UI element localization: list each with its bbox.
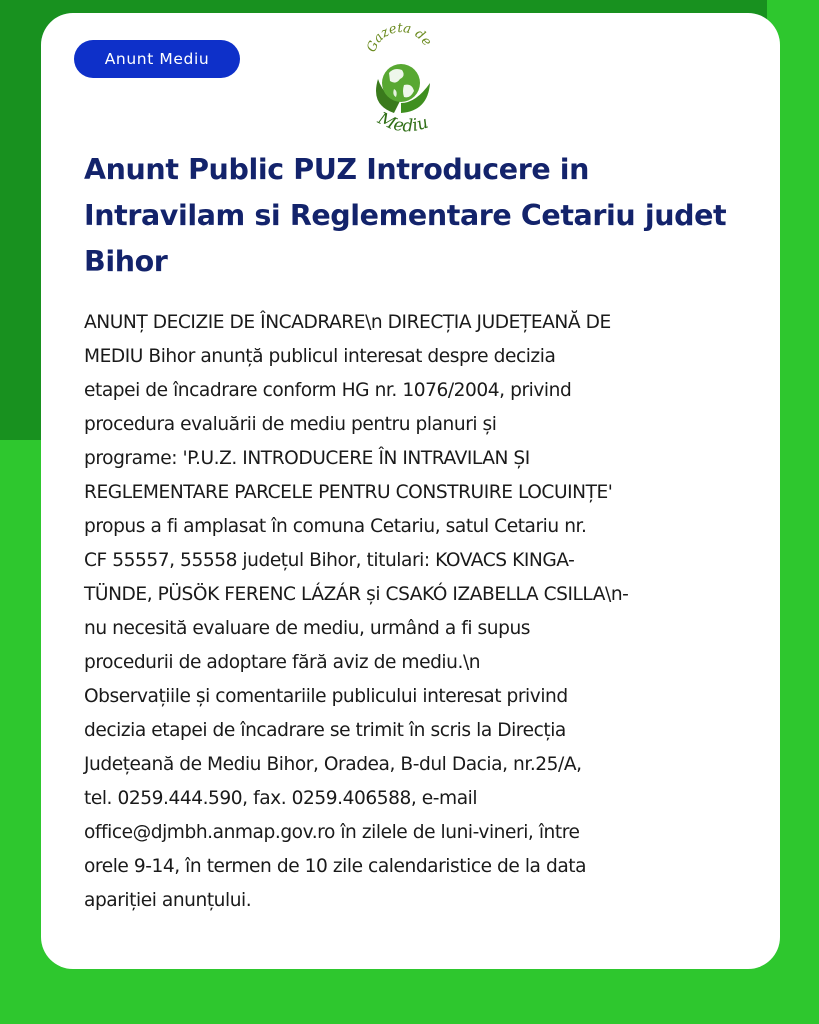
body-line: TÜNDE, PÜSÖK FERENC LÁZÁR și CSAKÓ IZABELLA CSILLA\n- (84, 584, 629, 605)
announcement-card (41, 13, 780, 969)
body-line: orele 9-14, în termen de 10 zile calendaristice de la data (84, 856, 587, 877)
email-link-line[interactable]: office@djmbh.anmap.gov.ro în zilele de luni-vineri, între (84, 822, 580, 843)
body-line: procedurii de adoptare fără aviz de mediu.\n (84, 652, 481, 673)
body-line: Județeană de Mediu Bihor, Oradea, B-dul Dacia, nr.25/A, (84, 754, 582, 775)
logo-bottom-text: Mediu (374, 108, 431, 137)
category-badge[interactable]: Anunt Mediu (74, 40, 240, 78)
body-line: etapei de încadrare conform HG nr. 1076/2004, privind (84, 380, 572, 401)
body-line: CF 55557, 55558 județul Bihor, titulari: KOVACS KINGA- (84, 550, 575, 571)
body-line: REGLEMENTARE PARCELE PENTRU CONSTRUIRE LOCUINȚE' (84, 482, 613, 503)
logo-top-text: Gazeta de (364, 21, 435, 55)
body-line: tel. 0259.444.590, fax. 0259.406588, e-mail (84, 788, 478, 809)
body-line: ANUNȚ DECIZIE DE ÎNCADRARE\n DIRECȚIA JUDEȚEANĂ DE (84, 312, 611, 333)
body-line: nu necesită evaluare de mediu, urmând a fi supus (84, 618, 531, 639)
body-line: apariției anunțului. (84, 890, 252, 911)
body-line: propus a fi amplasat în comuna Cetariu, satul Cetariu nr. (84, 516, 587, 537)
title-line: Intravilam si Reglementare Cetariu (84, 199, 636, 232)
gazeta-de-mediu-logo (356, 21, 446, 141)
article-title (84, 147, 744, 285)
title-line: judet Bihor (84, 199, 727, 278)
body-line: decizia etapei de încadrare se trimit în scris la Direcția (84, 720, 566, 741)
body-line: Observațiile și comentariile publicului interesat privind (84, 686, 568, 707)
title-line: Anunt Public PUZ Introducere in (84, 153, 590, 186)
body-line: procedura evaluării de mediu pentru planuri și (84, 414, 497, 435)
article-body (84, 306, 749, 918)
body-line: programe: 'P.U.Z. INTRODUCERE ÎN INTRAVILAN ȘI (84, 448, 530, 469)
body-line: MEDIU Bihor anunță publicul interesat despre decizia (84, 346, 556, 367)
